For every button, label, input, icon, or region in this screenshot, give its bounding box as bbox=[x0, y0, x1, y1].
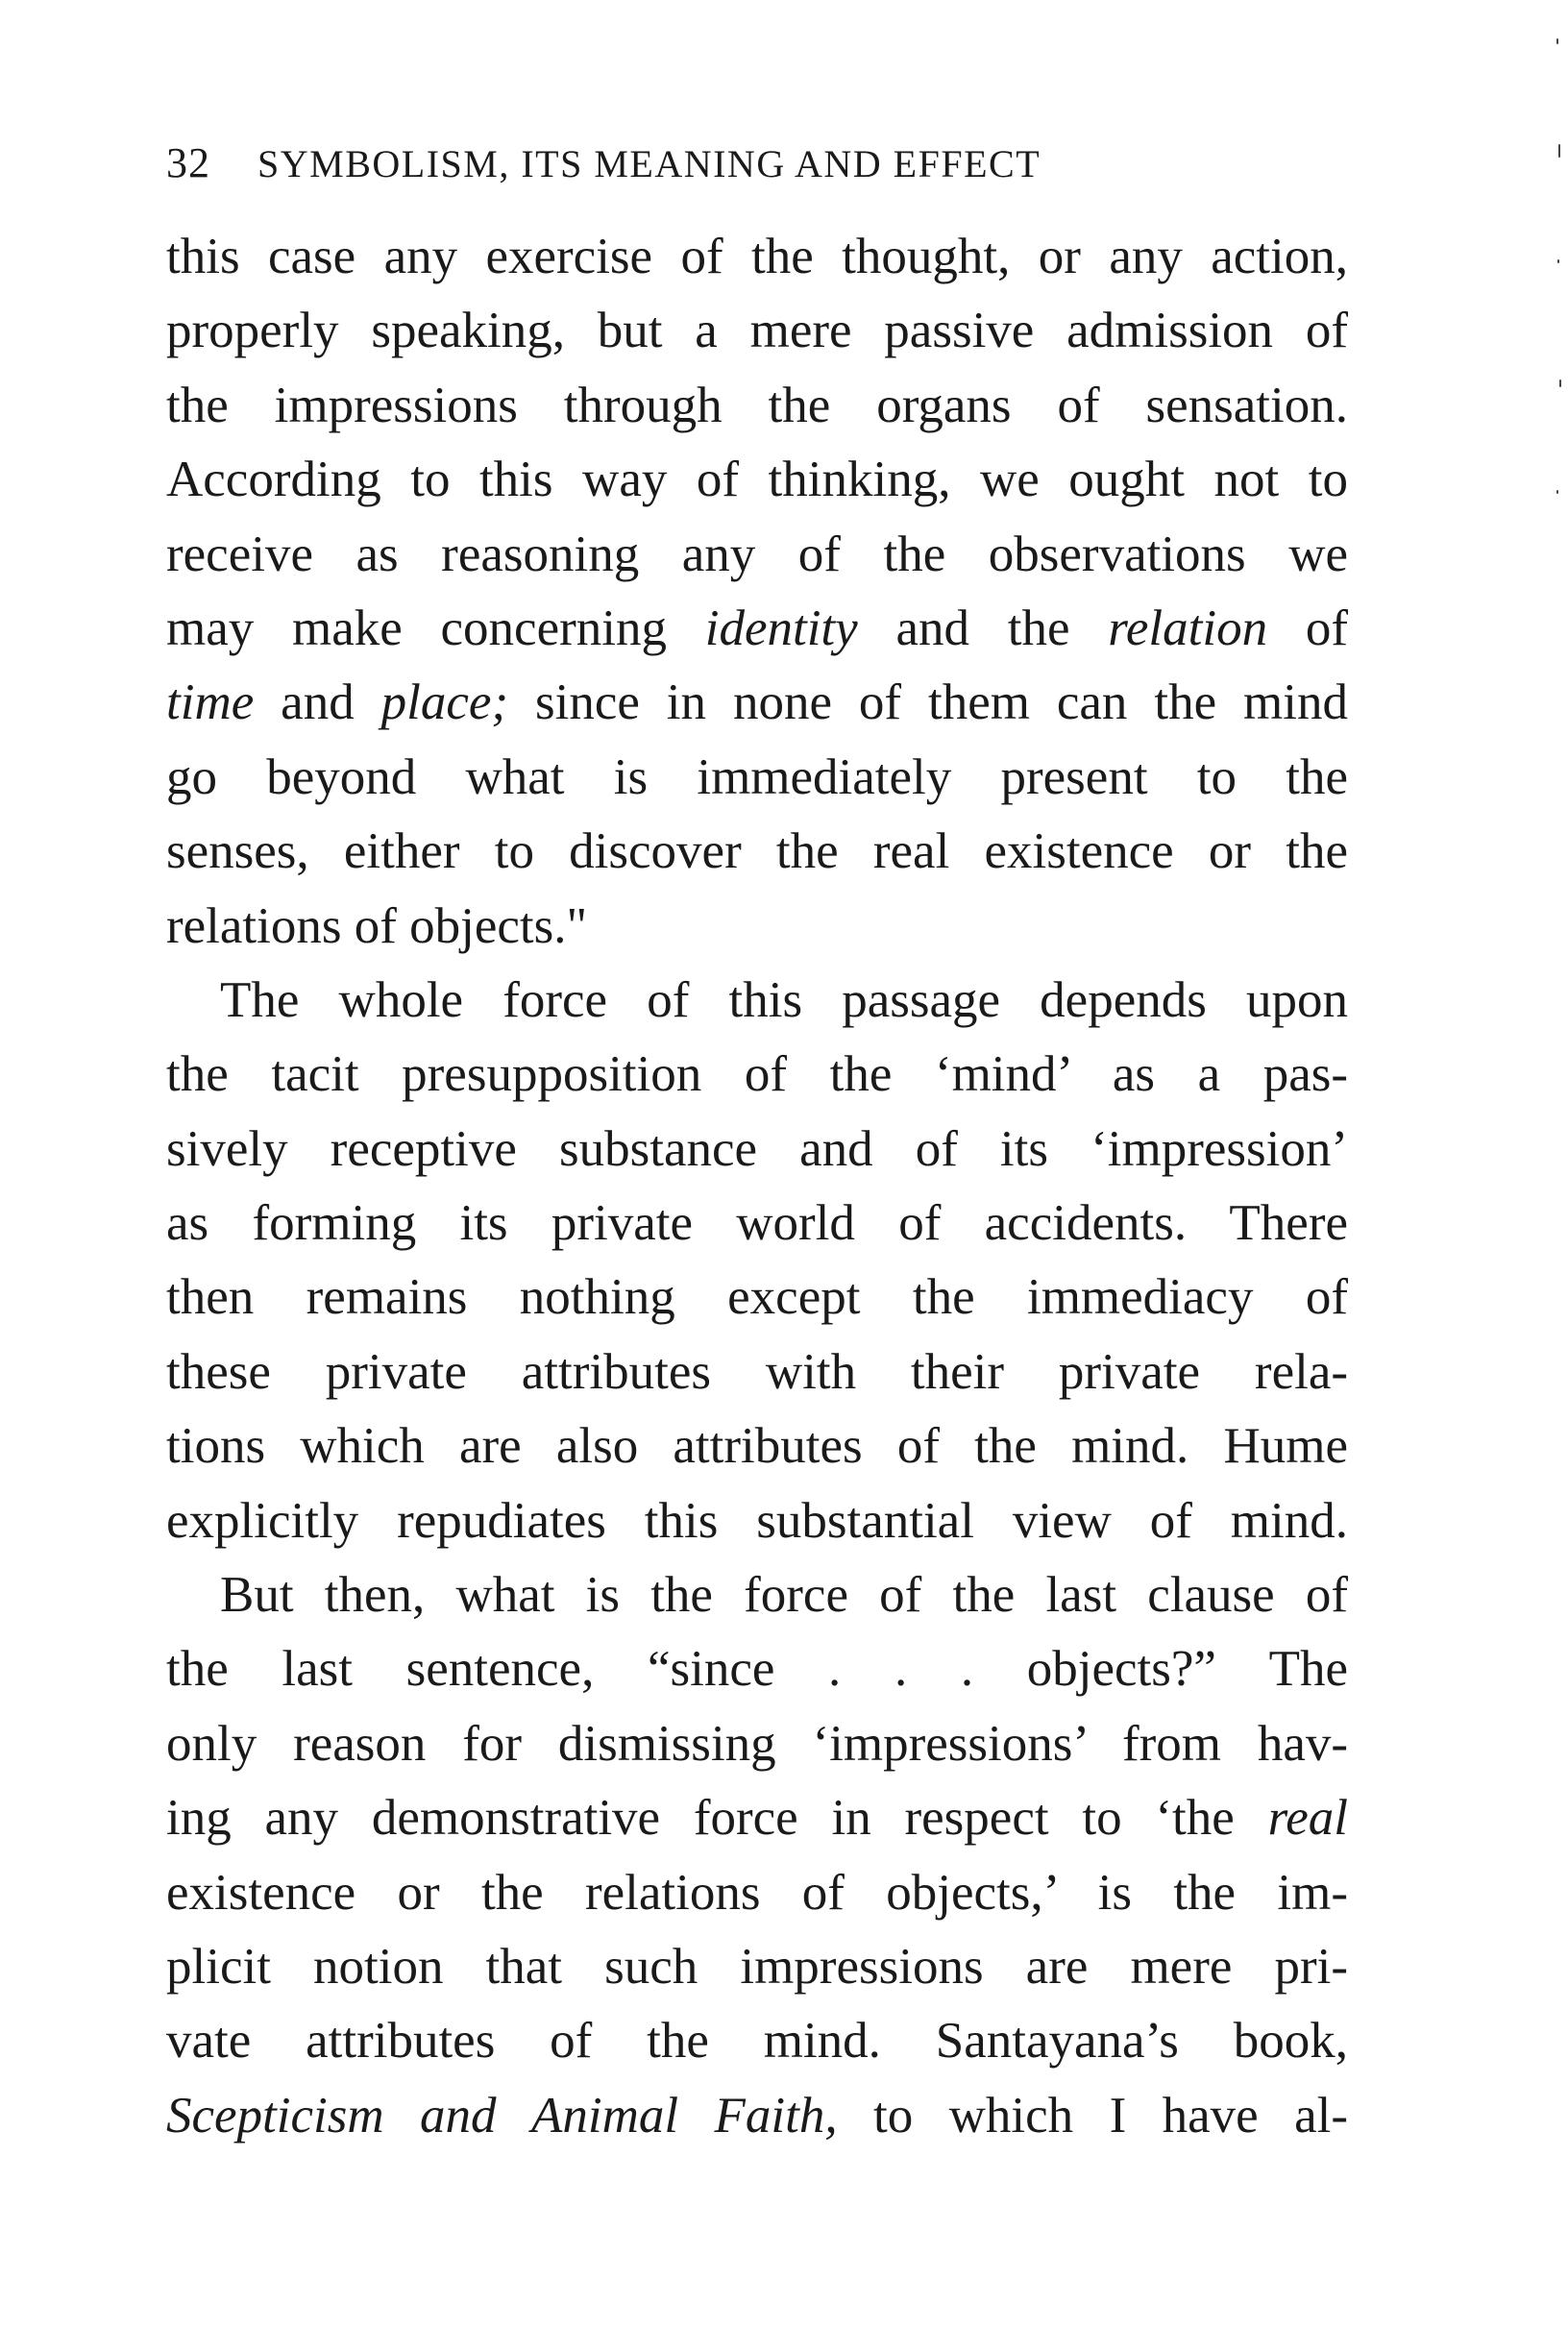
text-run: senses, either to discover the real existence or the bbox=[166, 823, 1348, 880]
text-line bbox=[166, 1261, 1348, 1335]
body-text bbox=[166, 220, 1348, 2153]
page-number: 32 bbox=[166, 139, 210, 186]
text-run: According to this way of thinking, we ought not to bbox=[166, 452, 1348, 508]
text-line bbox=[166, 1632, 1348, 1706]
text-run: existence or the relations of objects,’ is the im- bbox=[166, 1864, 1348, 1921]
text-line bbox=[166, 964, 1348, 1038]
text-run: only reason for dismissing ‘impressions’ from hav- bbox=[166, 1715, 1348, 1772]
scan-speck bbox=[1558, 144, 1560, 158]
text-line bbox=[166, 1113, 1348, 1187]
text-run: as forming its private world of accidents. There bbox=[166, 1195, 1348, 1252]
text-run: the impressions through the organs of sensation. bbox=[166, 377, 1348, 433]
text-run: may make concerning bbox=[166, 600, 705, 656]
text-line bbox=[166, 220, 1348, 294]
italic-run: time bbox=[166, 674, 255, 731]
text-run: properly speaking, but a mere passive admission of bbox=[166, 303, 1348, 359]
text-run: sively receptive substance and of its ‘impression’ bbox=[166, 1120, 1348, 1177]
text-line bbox=[166, 1409, 1348, 1483]
italic-run: real bbox=[1267, 1790, 1348, 1847]
running-title: SYMBOLISM, ITS MEANING AND EFFECT bbox=[257, 142, 1041, 185]
scan-speck bbox=[1559, 380, 1561, 387]
text-line bbox=[166, 592, 1348, 666]
scan-speck bbox=[1557, 259, 1559, 263]
text-line bbox=[166, 741, 1348, 815]
running-head bbox=[166, 135, 1348, 193]
text-run: relations of objects." bbox=[166, 897, 588, 954]
text-line bbox=[166, 1484, 1348, 1558]
text-line bbox=[166, 815, 1348, 889]
text-run: since in none of them can the mind bbox=[508, 674, 1348, 731]
text-run: the last sentence, “since . . . objects?” The bbox=[166, 1641, 1348, 1698]
text-run: this case any exercise of the thought, or any action, bbox=[166, 229, 1348, 284]
text-line bbox=[166, 369, 1348, 443]
text-run: tions which are also attributes of the mind. Hume bbox=[166, 1418, 1348, 1475]
text-line bbox=[166, 518, 1348, 592]
text-run: and bbox=[254, 674, 381, 731]
scan-speck bbox=[1556, 38, 1558, 44]
italic-run: relation bbox=[1108, 600, 1268, 656]
text-run: But then, what is the force of the last clause of bbox=[220, 1567, 1348, 1624]
text-run: plicit notion that such impressions are mere pri- bbox=[166, 1938, 1348, 1995]
text-run: of bbox=[1267, 600, 1348, 656]
text-run: and the bbox=[857, 600, 1109, 656]
text-line bbox=[166, 1335, 1348, 1409]
italic-run: identity bbox=[704, 600, 858, 656]
text-line bbox=[166, 1707, 1348, 1781]
text-line bbox=[166, 666, 1348, 740]
text-run: these private attributes with their private rela- bbox=[166, 1343, 1348, 1400]
text-run: vate attributes of the mind. Santayana’s book, bbox=[166, 2013, 1348, 2070]
text-line bbox=[166, 1930, 1348, 2004]
text-run: explicitly repudiates this substantial view of mind. bbox=[166, 1492, 1348, 1549]
text-line bbox=[166, 443, 1348, 517]
text-line bbox=[166, 1558, 1348, 1632]
text-run: to which I have al- bbox=[837, 2087, 1348, 2144]
text-line bbox=[166, 1038, 1348, 1112]
text-run: then remains nothing except the immediacy of bbox=[166, 1269, 1348, 1326]
scan-speck bbox=[1556, 490, 1558, 494]
text-line bbox=[166, 2079, 1348, 2153]
text-line bbox=[166, 890, 1348, 964]
text-run: receive as reasoning any of the observations we bbox=[166, 526, 1348, 582]
text-line bbox=[166, 2004, 1348, 2078]
text-run: ing any demonstrative force in respect to ‘the bbox=[166, 1790, 1268, 1847]
text-line bbox=[166, 1856, 1348, 1930]
text-line bbox=[166, 294, 1348, 368]
text-line bbox=[166, 1781, 1348, 1855]
text-run: go beyond what is immediately present to the bbox=[166, 748, 1348, 805]
italic-run: place; bbox=[380, 674, 509, 731]
text-run: the tacit presupposition of the ‘mind’ as a pas- bbox=[166, 1046, 1348, 1103]
text-run: The whole force of this passage depends upon bbox=[220, 971, 1348, 1028]
italic-run: Scepticism and Animal Faith, bbox=[166, 2087, 838, 2144]
text-line bbox=[166, 1187, 1348, 1261]
